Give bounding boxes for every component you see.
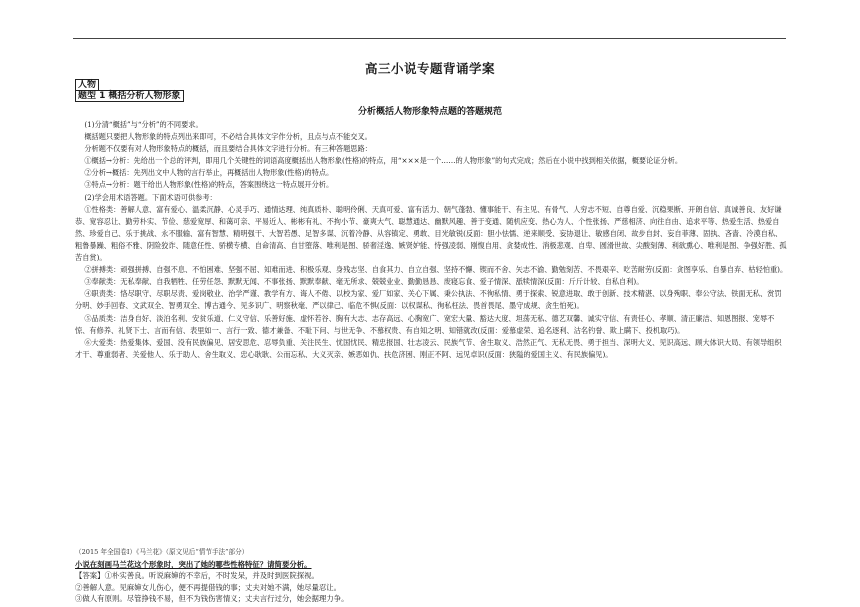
question-type-tag: 题型 1 概括分析人物形象 — [75, 90, 184, 102]
paragraph: (1)分清“概括”与“分析”的不同要求。 — [84, 120, 203, 129]
top-rule — [73, 38, 786, 39]
answer-item: ②善解人意。见麻婶女儿伤心，便不再提借钱的事；丈夫对她不满，她尽量忍让。 — [75, 582, 342, 592]
paragraph: 分析题不仅要有对人物形象特点的概括，而且要结合具体文字进行分析。有三种答题思路： — [84, 144, 372, 154]
paragraph: (2)学会用术语答题。下面术语可供参考： — [84, 192, 217, 202]
section-tag: 人物 — [75, 79, 99, 90]
paragraph: ①性格类：善解人意、富有爱心、温柔沉静、心灵手巧、通情达理、纯真质朴、聪明伶俐、天真可爱、富有活力、朝气蓬勃、懂事能干、有主见、有骨气、人穷志不短、自尊自爱、沉稳果断、开朗自信、真诚善良、友好谦恭、宽容忍让、勤劳朴实、节俭、慈爱宽厚、和蔼可亲、平易近人、彬彬有礼、不拘小节、豪爽大气、聪慧通达、幽默风趣、善于变通、随机应变、热心为人、个性张扬、严慈相济、向往自由、追求平等、热爱生活、热爱自然、珍爱自己、乐于挑战、永不服输、富有智慧、精明强干、大智若愚、足智多谋、沉着冷静、从容镇定、勇敢、目光敏锐(反面：胆小怯懦、逆来顺受、妄协退让、敏感自闭、故步自封、妄自菲薄、固执、吝啬、冷漠自私、粗鲁暴躁、粗俗不雅、阴险狡诈、随意任性、骄横专横、自命清高、自甘堕落、唯利是图、骄奢淫逸、嫉贤妒能、恃强凌弱、刚愎自用、贪婪成性、消极悲观、自卑、圆滑世故、尖酸刻薄、利欲熏心、唯利是图、争强好胜、孤苦自赏)。 — [75, 204, 787, 263]
answer-label: 【答案】 — [75, 571, 105, 580]
paragraph: ①概括→分析：先给出一个总的评判，即用几个关键性的词语高度概括出人物形象(性格)的特点，用“×××是一个……的人物形象”的句式完成；然后在小说中找到相关依据，概要论证分析。 — [84, 156, 683, 166]
paragraph: ⑥大爱类：热爱集体、爱国、没有民族偏见、居安思危、忍辱负重、关注民生、忧国忧民、精忠报国、壮志凌云、民族气节、舍生取义、浩然正气、无私无畏、勇于担当、深明大义、见识高远、顾大体识大局、有领导组织才干、尊重弱者、关爱他人、乐于助人、舍生取义、忠心耿耿、公而忘私、大义灭亲、嫉恶如仇、扶危济困、刚正不阿、远见卓识(反面：狭隘的爱国主义、有民族偏见)。 — [75, 337, 782, 359]
paragraph: ⑤品质类：洁身自好、淡泊名利、安贫乐道、仁义守信、乐善好施、虚怀若谷、胸有大志、志存高远、心胸宽广、宽宏大量、豁达大度、坦荡无私、德艺双馨、诚实守信、有责任心、孝顺、清正廉洁、知恩图报、宠辱不惊、有修养、礼贤下士、言而有信、表里如一、言行一致、德才兼备、不耻下问、与世无争、不慕权贵、有自知之明、知错就改(反面：爱慕虚荣、追名逐利、沽名钓誉、欺上瞒下、投机取巧)。 — [75, 313, 775, 335]
sub-heading: 分析概括人物形象特点题的答题规范 — [357, 107, 502, 117]
paragraph: ②分析→概括：先列出文中人物的言行举止，再概括出人物形象(性格)的特点。 — [84, 168, 334, 178]
question-text: 小说在刻画马兰花这个形象时，突出了她的哪些性格特征？请简要分析。 — [75, 559, 312, 569]
answer-line — [75, 570, 788, 582]
paragraph: ③奉献类：无私奉献、自我牺牲、任劳任怨、默默无闻、不事张扬、默默奉献、毫无所求、兢兢业业、勤勤恳恳、废寝忘食、爱子情深、舐犊情深(反面：斤斤计较、自私自利)。 — [84, 277, 644, 287]
question-source: （2015 年全国卷Ⅰ）《马兰花》（原文见后“情节手法”部分） — [75, 548, 249, 556]
body-text — [75, 119, 788, 361]
paragraph: ③特点→分析：题干给出人物形象(性格)的特点，答案围绕这一特点展开分析。 — [84, 180, 334, 190]
paragraph: ②拼搏类：顽强拼搏、自强不息、不怕困难、坚强不屈、知难而进、积极乐观、身残志坚、自食其力、自立自强、坚持不懈、锲而不舍、矢志不渝、勤勉刻苦、不畏艰辛、吃苦耐劳(反面：贪图享乐、自暴自弃、枯轻怕重)。 — [84, 265, 788, 275]
answer-item: ①朴实善良。听说麻婶的不幸后，不时发呆，并及时到医院探视。 — [104, 571, 319, 580]
paragraph: 概括题只要把人物形象的特点列出来即可，不必结合具体文字作分析，且点与点不能交叉。 — [84, 132, 372, 142]
example-question — [75, 547, 788, 605]
page-title: 高三小说专题背诵学案 — [364, 61, 495, 76]
paragraph: ④职责类：恪尽职守、尽职尽责、爱岗敬业、治学严谨、教学有方、诲人不倦、以校为家、爱厂如家、关心下属、秉公执法、不徇私情、勇于探索、锐意进取、敢于创新、技术精湛、以身殉职、奉公守法、铁面无私、赏罚分明、妙手回春、文武双全、智勇双全、博古通今、见多识广、明察秋毫、严以律己、临危不惧(反面：以权谋私、徇私枉法、畏首畏尾、墨守成规、贪生怕死)。 — [75, 289, 782, 311]
answer-item: ③做人有原则。尽管挣钱不易，但不为钱伤害情义；丈夫言行过分，她会据理力争。 — [75, 594, 349, 603]
